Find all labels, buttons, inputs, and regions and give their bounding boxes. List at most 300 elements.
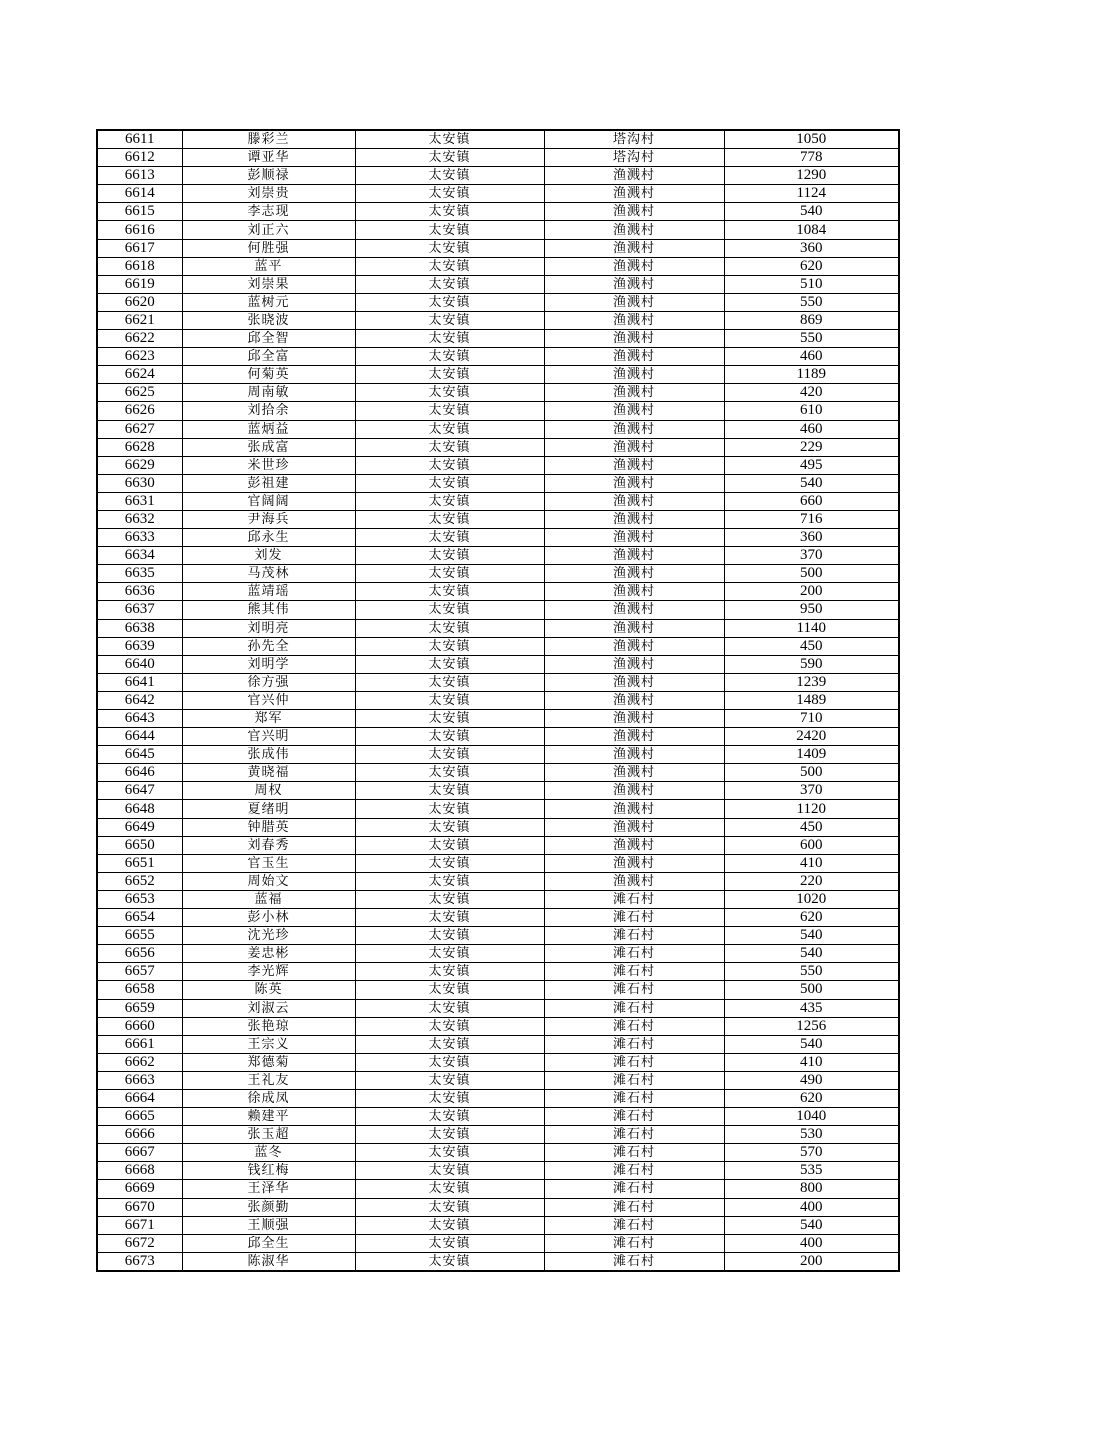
- town-cell: 太安镇: [355, 1071, 544, 1089]
- amount-cell: 540: [724, 927, 899, 945]
- row-number-cell: 6633: [97, 529, 182, 547]
- village-cell: 渔溅村: [544, 330, 724, 348]
- name-cell: 周南敏: [182, 384, 355, 402]
- town-cell: 太安镇: [355, 1053, 544, 1071]
- village-cell: 渔溅村: [544, 510, 724, 528]
- name-cell: 官兴仲: [182, 691, 355, 709]
- row-number-cell: 6615: [97, 203, 182, 221]
- town-cell: 太安镇: [355, 872, 544, 890]
- town-cell: 太安镇: [355, 710, 544, 728]
- name-cell: 陈英: [182, 981, 355, 999]
- village-cell: 渔溅村: [544, 673, 724, 691]
- village-cell: 渔溅村: [544, 257, 724, 275]
- name-cell: 马茂林: [182, 565, 355, 583]
- amount-cell: 1140: [724, 619, 899, 637]
- table-row: [97, 456, 899, 474]
- town-cell: 太安镇: [355, 999, 544, 1017]
- table-row: [97, 330, 899, 348]
- table-row: [97, 1198, 899, 1216]
- table-row: [97, 601, 899, 619]
- table-row: [97, 529, 899, 547]
- town-cell: 太安镇: [355, 348, 544, 366]
- town-cell: 太安镇: [355, 366, 544, 384]
- village-cell: 渔溅村: [544, 854, 724, 872]
- amount-cell: 1020: [724, 890, 899, 908]
- town-cell: 太安镇: [355, 311, 544, 329]
- amount-cell: 1489: [724, 691, 899, 709]
- village-cell: 渔溅村: [544, 836, 724, 854]
- town-cell: 太安镇: [355, 673, 544, 691]
- name-cell: 周始文: [182, 872, 355, 890]
- town-cell: 太安镇: [355, 384, 544, 402]
- town-cell: 太安镇: [355, 1216, 544, 1234]
- name-cell: 蓝树元: [182, 293, 355, 311]
- village-cell: 渔溅村: [544, 492, 724, 510]
- village-cell: 滩石村: [544, 909, 724, 927]
- town-cell: 太安镇: [355, 963, 544, 981]
- row-number-cell: 6631: [97, 492, 182, 510]
- name-cell: 徐成凤: [182, 1089, 355, 1107]
- amount-cell: 530: [724, 1126, 899, 1144]
- table-row: [97, 185, 899, 203]
- town-cell: 太安镇: [355, 402, 544, 420]
- name-cell: 刘明亮: [182, 619, 355, 637]
- table-row: [97, 728, 899, 746]
- amount-cell: 1189: [724, 366, 899, 384]
- row-number-cell: 6630: [97, 474, 182, 492]
- amount-cell: 660: [724, 492, 899, 510]
- name-cell: 黄晓福: [182, 764, 355, 782]
- town-cell: 太安镇: [355, 1108, 544, 1126]
- town-cell: 太安镇: [355, 565, 544, 583]
- row-number-cell: 6620: [97, 293, 182, 311]
- name-cell: 刘淑云: [182, 999, 355, 1017]
- amount-cell: 540: [724, 945, 899, 963]
- amount-cell: 435: [724, 999, 899, 1017]
- village-cell: 渔溅村: [544, 420, 724, 438]
- name-cell: 官兴明: [182, 728, 355, 746]
- amount-cell: 495: [724, 456, 899, 474]
- row-number-cell: 6632: [97, 510, 182, 528]
- amount-cell: 370: [724, 782, 899, 800]
- town-cell: 太安镇: [355, 492, 544, 510]
- village-cell: 渔溅村: [544, 203, 724, 221]
- table-row: [97, 275, 899, 293]
- table-row: [97, 619, 899, 637]
- amount-cell: 460: [724, 420, 899, 438]
- name-cell: 郑军: [182, 710, 355, 728]
- village-cell: 滩石村: [544, 1162, 724, 1180]
- row-number-cell: 6671: [97, 1216, 182, 1234]
- amount-cell: 500: [724, 764, 899, 782]
- amount-cell: 620: [724, 1089, 899, 1107]
- name-cell: 王礼友: [182, 1071, 355, 1089]
- village-cell: 渔溅村: [544, 366, 724, 384]
- row-number-cell: 6614: [97, 185, 182, 203]
- row-number-cell: 6664: [97, 1089, 182, 1107]
- row-number-cell: 6669: [97, 1180, 182, 1198]
- row-number-cell: 6626: [97, 402, 182, 420]
- row-number-cell: 6611: [97, 130, 182, 149]
- name-cell: 张成富: [182, 438, 355, 456]
- table-row: [97, 348, 899, 366]
- town-cell: 太安镇: [355, 909, 544, 927]
- name-cell: 何胜强: [182, 239, 355, 257]
- name-cell: 官玉生: [182, 854, 355, 872]
- village-cell: 渔溅村: [544, 474, 724, 492]
- name-cell: 郑德菊: [182, 1053, 355, 1071]
- village-cell: 滩石村: [544, 1216, 724, 1234]
- data-table: [96, 129, 900, 1272]
- amount-cell: 1040: [724, 1108, 899, 1126]
- town-cell: 太安镇: [355, 746, 544, 764]
- amount-cell: 540: [724, 1216, 899, 1234]
- village-cell: 渔溅村: [544, 655, 724, 673]
- town-cell: 太安镇: [355, 637, 544, 655]
- table-row: [97, 366, 899, 384]
- table-row: [97, 239, 899, 257]
- town-cell: 太安镇: [355, 185, 544, 203]
- row-number-cell: 6645: [97, 746, 182, 764]
- village-cell: 滩石村: [544, 999, 724, 1017]
- name-cell: 米世珍: [182, 456, 355, 474]
- table-row: [97, 909, 899, 927]
- town-cell: 太安镇: [355, 1144, 544, 1162]
- village-cell: 渔溅村: [544, 402, 724, 420]
- table-row: [97, 1126, 899, 1144]
- amount-cell: 710: [724, 710, 899, 728]
- row-number-cell: 6628: [97, 438, 182, 456]
- table-row: [97, 167, 899, 185]
- village-cell: 渔溅村: [544, 565, 724, 583]
- row-number-cell: 6658: [97, 981, 182, 999]
- town-cell: 太安镇: [355, 1198, 544, 1216]
- table-row: [97, 1216, 899, 1234]
- table-row: [97, 764, 899, 782]
- village-cell: 渔溅村: [544, 601, 724, 619]
- village-cell: 滩石村: [544, 1017, 724, 1035]
- amount-cell: 610: [724, 402, 899, 420]
- village-cell: 渔溅村: [544, 710, 724, 728]
- row-number-cell: 6622: [97, 330, 182, 348]
- row-number-cell: 6643: [97, 710, 182, 728]
- village-cell: 塔沟村: [544, 130, 724, 149]
- amount-cell: 370: [724, 547, 899, 565]
- amount-cell: 540: [724, 203, 899, 221]
- row-number-cell: 6668: [97, 1162, 182, 1180]
- village-cell: 滩石村: [544, 1126, 724, 1144]
- row-number-cell: 6657: [97, 963, 182, 981]
- village-cell: 渔溅村: [544, 691, 724, 709]
- village-cell: 塔沟村: [544, 149, 724, 167]
- name-cell: 刘春秀: [182, 836, 355, 854]
- village-cell: 滩石村: [544, 981, 724, 999]
- row-number-cell: 6635: [97, 565, 182, 583]
- name-cell: 刘崇贵: [182, 185, 355, 203]
- name-cell: 刘发: [182, 547, 355, 565]
- amount-cell: 950: [724, 601, 899, 619]
- table-row: [97, 547, 899, 565]
- amount-cell: 540: [724, 474, 899, 492]
- name-cell: 姜忠彬: [182, 945, 355, 963]
- amount-cell: 229: [724, 438, 899, 456]
- amount-cell: 410: [724, 854, 899, 872]
- village-cell: 渔溅村: [544, 185, 724, 203]
- row-number-cell: 6619: [97, 275, 182, 293]
- name-cell: 蓝冬: [182, 1144, 355, 1162]
- amount-cell: 778: [724, 149, 899, 167]
- town-cell: 太安镇: [355, 691, 544, 709]
- village-cell: 滩石村: [544, 1053, 724, 1071]
- table-row: [97, 818, 899, 836]
- name-cell: 孙先全: [182, 637, 355, 655]
- row-number-cell: 6641: [97, 673, 182, 691]
- table-row: [97, 872, 899, 890]
- town-cell: 太安镇: [355, 293, 544, 311]
- village-cell: 渔溅村: [544, 782, 724, 800]
- name-cell: 张艳琼: [182, 1017, 355, 1035]
- village-cell: 滩石村: [544, 1252, 724, 1271]
- table-row: [97, 1252, 899, 1271]
- row-number-cell: 6637: [97, 601, 182, 619]
- village-cell: 渔溅村: [544, 746, 724, 764]
- row-number-cell: 6659: [97, 999, 182, 1017]
- table-row: [97, 1180, 899, 1198]
- table-row: [97, 1162, 899, 1180]
- table-row: [97, 655, 899, 673]
- table-row: [97, 384, 899, 402]
- town-cell: 太安镇: [355, 1089, 544, 1107]
- amount-cell: 1409: [724, 746, 899, 764]
- town-cell: 太安镇: [355, 330, 544, 348]
- row-number-cell: 6639: [97, 637, 182, 655]
- name-cell: 尹海兵: [182, 510, 355, 528]
- amount-cell: 360: [724, 529, 899, 547]
- name-cell: 王宗义: [182, 1035, 355, 1053]
- row-number-cell: 6638: [97, 619, 182, 637]
- name-cell: 张晓波: [182, 311, 355, 329]
- row-number-cell: 6627: [97, 420, 182, 438]
- table-row: [97, 510, 899, 528]
- table-row: [97, 782, 899, 800]
- table-row: [97, 1108, 899, 1126]
- row-number-cell: 6662: [97, 1053, 182, 1071]
- table-row: [97, 293, 899, 311]
- amount-cell: 1050: [724, 130, 899, 149]
- town-cell: 太安镇: [355, 510, 544, 528]
- town-cell: 太安镇: [355, 456, 544, 474]
- amount-cell: 360: [724, 239, 899, 257]
- table-body: [97, 130, 899, 1271]
- amount-cell: 540: [724, 1035, 899, 1053]
- name-cell: 李志现: [182, 203, 355, 221]
- village-cell: 渔溅村: [544, 348, 724, 366]
- name-cell: 何菊英: [182, 366, 355, 384]
- village-cell: 渔溅村: [544, 438, 724, 456]
- town-cell: 太安镇: [355, 221, 544, 239]
- amount-cell: 1124: [724, 185, 899, 203]
- amount-cell: 500: [724, 981, 899, 999]
- amount-cell: 220: [724, 872, 899, 890]
- amount-cell: 420: [724, 384, 899, 402]
- table-row: [97, 420, 899, 438]
- table-row: [97, 1035, 899, 1053]
- table-row: [97, 1053, 899, 1071]
- town-cell: 太安镇: [355, 420, 544, 438]
- town-cell: 太安镇: [355, 257, 544, 275]
- amount-cell: 869: [724, 311, 899, 329]
- row-number-cell: 6665: [97, 1108, 182, 1126]
- row-number-cell: 6653: [97, 890, 182, 908]
- row-number-cell: 6624: [97, 366, 182, 384]
- row-number-cell: 6648: [97, 800, 182, 818]
- amount-cell: 490: [724, 1071, 899, 1089]
- town-cell: 太安镇: [355, 203, 544, 221]
- table-row: [97, 927, 899, 945]
- name-cell: 沈光珍: [182, 927, 355, 945]
- row-number-cell: 6612: [97, 149, 182, 167]
- row-number-cell: 6618: [97, 257, 182, 275]
- town-cell: 太安镇: [355, 800, 544, 818]
- town-cell: 太安镇: [355, 1180, 544, 1198]
- row-number-cell: 6621: [97, 311, 182, 329]
- row-number-cell: 6613: [97, 167, 182, 185]
- table-row: [97, 492, 899, 510]
- row-number-cell: 6629: [97, 456, 182, 474]
- town-cell: 太安镇: [355, 474, 544, 492]
- row-number-cell: 6654: [97, 909, 182, 927]
- town-cell: 太安镇: [355, 149, 544, 167]
- town-cell: 太安镇: [355, 927, 544, 945]
- name-cell: 刘明学: [182, 655, 355, 673]
- table-row: [97, 999, 899, 1017]
- town-cell: 太安镇: [355, 764, 544, 782]
- table-row: [97, 257, 899, 275]
- village-cell: 滩石村: [544, 890, 724, 908]
- village-cell: 渔溅村: [544, 167, 724, 185]
- amount-cell: 200: [724, 1252, 899, 1271]
- table-row: [97, 746, 899, 764]
- row-number-cell: 6617: [97, 239, 182, 257]
- amount-cell: 2420: [724, 728, 899, 746]
- table-row: [97, 963, 899, 981]
- table-row: [97, 1234, 899, 1252]
- town-cell: 太安镇: [355, 583, 544, 601]
- table-row: [97, 130, 899, 149]
- name-cell: 蓝平: [182, 257, 355, 275]
- amount-cell: 600: [724, 836, 899, 854]
- table-row: [97, 565, 899, 583]
- amount-cell: 410: [724, 1053, 899, 1071]
- table-row: [97, 149, 899, 167]
- row-number-cell: 6642: [97, 691, 182, 709]
- village-cell: 滩石村: [544, 1071, 724, 1089]
- village-cell: 渔溅村: [544, 583, 724, 601]
- table-row: [97, 221, 899, 239]
- town-cell: 太安镇: [355, 728, 544, 746]
- name-cell: 熊其伟: [182, 601, 355, 619]
- town-cell: 太安镇: [355, 1162, 544, 1180]
- name-cell: 谭亚华: [182, 149, 355, 167]
- amount-cell: 550: [724, 963, 899, 981]
- name-cell: 张成伟: [182, 746, 355, 764]
- name-cell: 官阔阔: [182, 492, 355, 510]
- table-row: [97, 1017, 899, 1035]
- amount-cell: 400: [724, 1234, 899, 1252]
- village-cell: 滩石村: [544, 945, 724, 963]
- row-number-cell: 6673: [97, 1252, 182, 1271]
- village-cell: 渔溅村: [544, 275, 724, 293]
- name-cell: 徐方强: [182, 673, 355, 691]
- name-cell: 赖建平: [182, 1108, 355, 1126]
- table-row: [97, 1089, 899, 1107]
- village-cell: 滩石村: [544, 1198, 724, 1216]
- row-number-cell: 6649: [97, 818, 182, 836]
- table-row: [97, 673, 899, 691]
- town-cell: 太安镇: [355, 601, 544, 619]
- name-cell: 邱全生: [182, 1234, 355, 1252]
- name-cell: 刘正六: [182, 221, 355, 239]
- row-number-cell: 6660: [97, 1017, 182, 1035]
- name-cell: 夏绪明: [182, 800, 355, 818]
- name-cell: 陈淑华: [182, 1252, 355, 1271]
- village-cell: 渔溅村: [544, 456, 724, 474]
- town-cell: 太安镇: [355, 619, 544, 637]
- village-cell: 渔溅村: [544, 728, 724, 746]
- table-row: [97, 402, 899, 420]
- table-row: [97, 854, 899, 872]
- name-cell: 彭祖建: [182, 474, 355, 492]
- village-cell: 渔溅村: [544, 619, 724, 637]
- name-cell: 王泽华: [182, 1180, 355, 1198]
- row-number-cell: 6656: [97, 945, 182, 963]
- town-cell: 太安镇: [355, 239, 544, 257]
- name-cell: 张颜勤: [182, 1198, 355, 1216]
- table-row: [97, 637, 899, 655]
- town-cell: 太安镇: [355, 818, 544, 836]
- amount-cell: 400: [724, 1198, 899, 1216]
- town-cell: 太安镇: [355, 854, 544, 872]
- town-cell: 太安镇: [355, 167, 544, 185]
- table-row: [97, 710, 899, 728]
- table-row: [97, 981, 899, 999]
- village-cell: 渔溅村: [544, 384, 724, 402]
- village-cell: 滩石村: [544, 1089, 724, 1107]
- village-cell: 渔溅村: [544, 872, 724, 890]
- village-cell: 滩石村: [544, 1180, 724, 1198]
- amount-cell: 590: [724, 655, 899, 673]
- table-row: [97, 1144, 899, 1162]
- table-row: [97, 474, 899, 492]
- row-number-cell: 6636: [97, 583, 182, 601]
- table-row: [97, 203, 899, 221]
- amount-cell: 450: [724, 818, 899, 836]
- village-cell: 渔溅村: [544, 764, 724, 782]
- table-row: [97, 1071, 899, 1089]
- table-row: [97, 836, 899, 854]
- amount-cell: 1256: [724, 1017, 899, 1035]
- town-cell: 太安镇: [355, 782, 544, 800]
- name-cell: 彭顺禄: [182, 167, 355, 185]
- amount-cell: 716: [724, 510, 899, 528]
- town-cell: 太安镇: [355, 1035, 544, 1053]
- name-cell: 刘崇果: [182, 275, 355, 293]
- town-cell: 太安镇: [355, 275, 544, 293]
- town-cell: 太安镇: [355, 1126, 544, 1144]
- amount-cell: 510: [724, 275, 899, 293]
- village-cell: 渔溅村: [544, 293, 724, 311]
- town-cell: 太安镇: [355, 981, 544, 999]
